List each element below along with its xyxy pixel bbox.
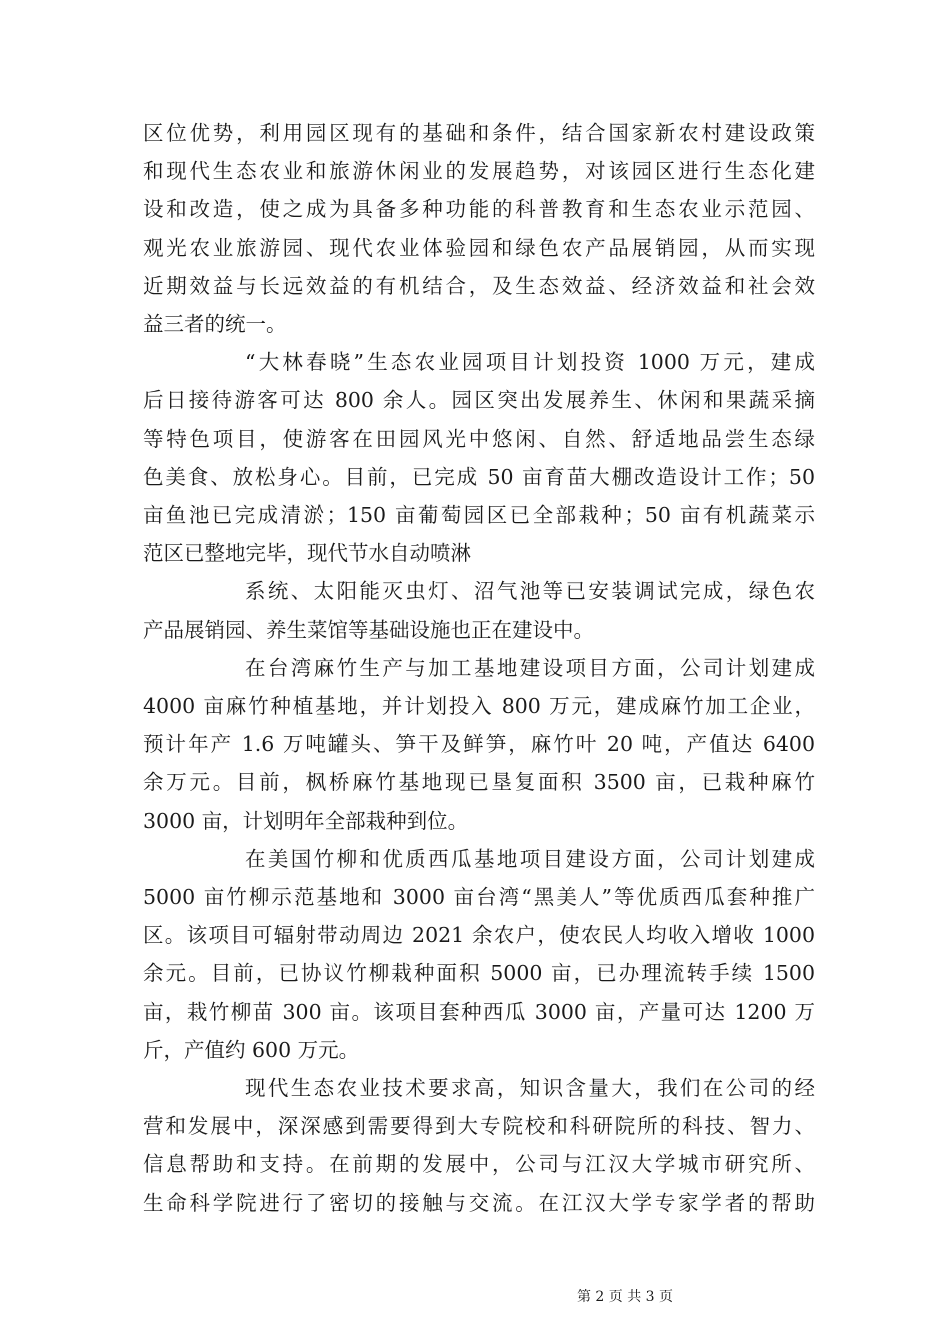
text-line: 益三者的统一。 — [143, 312, 287, 337]
text-line: 斤，产值约 600 万元。 — [143, 1037, 360, 1062]
text-line: 在美国竹柳和优质西瓜基地项目建设方面，公司计划建成 — [245, 846, 815, 871]
text-line: 范区已整地完毕，现代节水自动喷淋 — [143, 541, 471, 566]
page-number-footer: 第 2 页 共 3 页 — [576, 1289, 674, 1305]
text-line: 区。该项目可辐射带动周边 2021 余农户，使农民人均收入增收 1000 — [143, 923, 815, 948]
text-line: 生命科学院进行了密切的接触与交流。在江汉大学专家学者的帮助 — [143, 1190, 815, 1215]
paragraph-1 — [143, 114, 815, 343]
text-line: “大林春晓”生态农业园项目计划投资 1000 万元，建成 — [245, 350, 815, 375]
text-line: 近期效益与长远效益的有机结合，及生态效益、经济效益和社会效 — [143, 273, 815, 298]
text-line: 和现代生态农业和旅游休闲业的发展趋势，对该园区进行生态化建 — [143, 159, 815, 184]
text-line: 设和改造，使之成为具备多种功能的科普教育和生态农业示范园、 — [143, 197, 815, 222]
text-line: 观光农业旅游园、现代农业体验园和绿色农产品展销园，从而实现 — [143, 235, 815, 260]
text-line: 5000 亩竹柳示范基地和 3000 亩台湾“黑美人”等优质西瓜套种推广 — [143, 885, 815, 910]
paragraph-3 — [143, 572, 815, 648]
text-line: 在台湾麻竹生产与加工基地建设项目方面，公司计划建成 — [245, 655, 815, 680]
text-line: 区位优势，利用园区现有的基础和条件，结合国家新农村建设政策 — [143, 121, 815, 145]
text-line: 现代生态农业技术要求高，知识含量大，我们在公司的经 — [245, 1076, 815, 1101]
text-line: 4000 亩麻竹种植基地，并计划投入 800 万元，建成麻竹加工企业， — [143, 694, 815, 719]
text-line: 亩，栽竹柳苗 300 亩。该项目套种西瓜 3000 亩，产量可达 1200 万 — [143, 999, 815, 1024]
text-line: 余万元。目前，枫桥麻竹基地现已垦复面积 3500 亩，已栽种麻竹 — [143, 770, 815, 795]
text-line: 预计年产 1.6 万吨罐头、笋干及鲜笋，麻竹叶 20 吨，产值达 6400 — [143, 732, 815, 757]
paragraph-2 — [143, 343, 815, 572]
text-line: 色美食、放松身心。目前，已完成 50 亩育苗大棚改造设计工作；50 — [143, 464, 815, 489]
text-line: 后日接待游客可达 800 余人。园区突出发展养生、休闲和果蔬采摘 — [143, 388, 815, 413]
text-line: 产品展销园、养生菜馆等基础设施也正在建设中。 — [143, 617, 594, 642]
text-line: 亩鱼池已完成清淤；150 亩葡萄园区已全部栽种；50 亩有机蔬菜示 — [143, 503, 815, 528]
text-line: 信息帮助和支持。在前期的发展中，公司与江汉大学城市研究所、 — [143, 1152, 815, 1177]
text-line: 3000 亩，计划明年全部栽种到位。 — [143, 808, 469, 833]
text-line: 余元。目前，已协议竹柳栽种面积 5000 亩，已办理流转手续 1500 — [143, 961, 815, 986]
document-body — [143, 114, 815, 1222]
text-line: 营和发展中，深深感到需要得到大专院校和科研院所的科技、智力、 — [143, 1114, 815, 1139]
paragraph-4 — [143, 649, 815, 840]
text-line: 等特色项目，使游客在田园风光中悠闲、自然、舒适地品尝生态绿 — [143, 426, 815, 451]
paragraph-5 — [143, 840, 815, 1069]
text-line: 系统、太阳能灭虫灯、沼气池等已安装调试完成，绿色农 — [245, 579, 815, 604]
paragraph-6 — [143, 1069, 815, 1222]
